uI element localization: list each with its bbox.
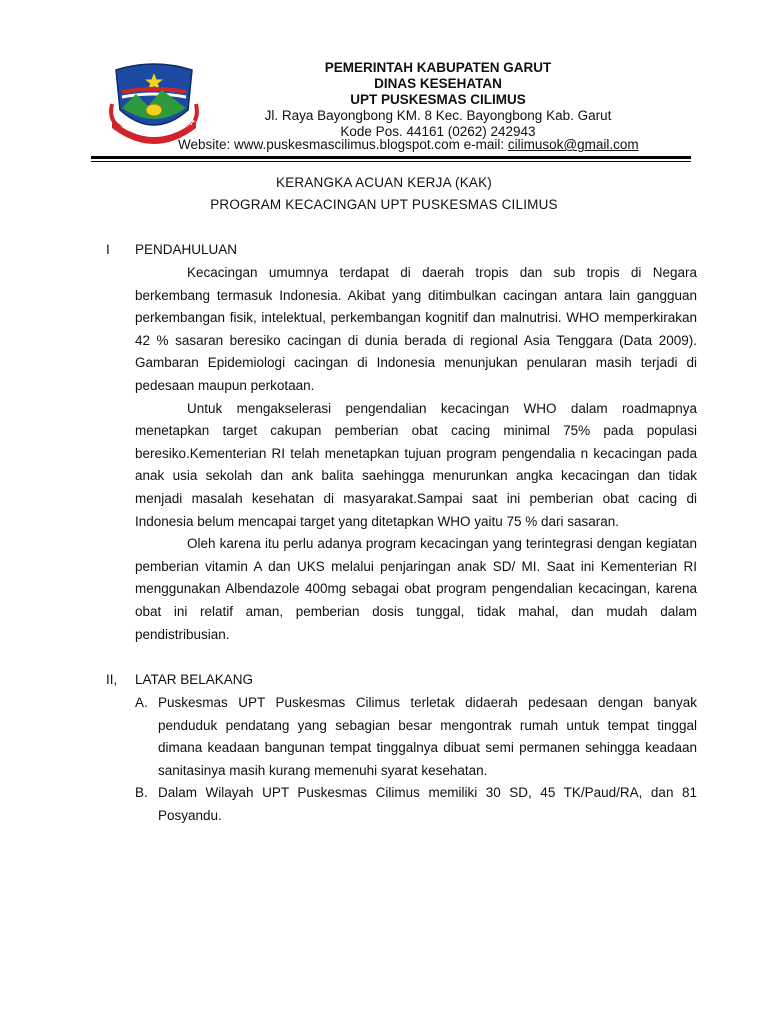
address: Jl. Raya Bayongbong KM. 8 Kec. Bayongbong Kab. Garut: [264, 108, 612, 123]
section-1-body: [135, 262, 697, 646]
contact-line: [178, 137, 698, 153]
postal-phone: Kode Pos. 44161 (0262) 242943: [340, 124, 536, 139]
letterhead-rule-thick: [91, 156, 691, 159]
letterhead-rule-thin: [91, 161, 691, 162]
section-2-number: II,: [106, 672, 118, 687]
email-link[interactable]: cilimusok@gmail.com: [507, 137, 639, 152]
section-1-heading: PENDAHULUAN: [135, 242, 238, 257]
list-item: [135, 782, 697, 827]
letterhead: [0, 0, 768, 170]
website-text: Website: www.puskesmascilimus.blogspot.com e-mail:: [178, 137, 508, 152]
paragraph: Kecacingan umumnya terdapat di daerah tropis dan sub tropis di Negara berkembang termasuk Indonesia. Akibat yang ditimbulkan cacingan antara lain gangguan perkembangan fisik, intelektual, perkembangan kognitif dan malnutrisi. WHO memperkirakan 42 % sasaran beresiko cacingan di dunia berada di regional Asia Tenggara (Data 2009). Gambaran Epidemiologi cacingan di Indonesia menunjukan penularan masih terjadi di pedesaan maupun perkotaan.: [135, 265, 697, 393]
institution-name: UPT PUSKESMAS CILIMUS: [350, 92, 526, 107]
list-item-text: Puskesmas UPT Puskesmas Cilimus terletak didaerah pedesaan dengan banyak penduduk pendatang yang sebagian besar mengontrak rumah untuk tempat tinggal dimana keadaan bangunan tempat tinggalnya dibuat semi permanen sehingga keadaan sanitasinya masih kurang memenuhi syarat kesehatan.: [158, 695, 697, 778]
government-name: PEMERINTAH KABUPATEN GARUT: [324, 60, 552, 75]
document-subtitle: PROGRAM KECACINGAN UPT PUSKESMAS CILIMUS: [210, 197, 558, 212]
list-item-text: Dalam Wilayah UPT Puskesmas Cilimus memiliki 30 SD, 45 TK/Paud/RA, dan 81 Posyandu.: [158, 785, 697, 823]
list-marker: A.: [135, 695, 148, 710]
section-1-number: I: [106, 242, 110, 257]
letterhead-text: [200, 60, 676, 140]
section-2-heading: LATAR BELAKANG: [135, 672, 254, 687]
list-item: [135, 692, 697, 782]
svg-text:TATA TENTREM KERTA RAHARJA: TATA TENTREM KERTA RAHARJA: [118, 118, 197, 140]
paragraph: Untuk mengakselerasi pengendalian kecacingan WHO dalam roadmapnya menetapkan target cakupan pemberian obat cacing minimal 75% pada populasi beresiko.Kementerian RI telah menetapkan tujuan program pengendalia n kecacingan pada anak usia sekolah dan ank balita saehingga menurunkan angka kecacingan dan tidak menjadi masalah kesehatan di masyarakat.Sampai saat ini pemberian obat cacing di Indonesia belum mencapai target yang ditetapkan WHO yaitu 75 % dari sasaran.: [135, 400, 697, 529]
paragraph: Oleh karena itu perlu adanya program kecacingan yang terintegrasi dengan kegiatan pemberian vitamin A dan UKS melalui penjaringan anak SD/ MI. Saat ini Kementerian RI menggunakan Albendazole 400mg sebagai obat program pengendalian kecacingan, karena obat ini relatif aman, pemberian dosis tunggal, tidak mahal, dan mudah dalam pendistribusian.: [135, 536, 697, 642]
section-2-list: [135, 692, 697, 828]
list-marker: B.: [135, 785, 148, 801]
department-name: DINAS KESEHATAN: [374, 76, 502, 91]
kabupaten-garut-emblem-icon: [108, 60, 200, 146]
document-title: KERANGKA ACUAN KERJA (KAK): [275, 175, 492, 190]
